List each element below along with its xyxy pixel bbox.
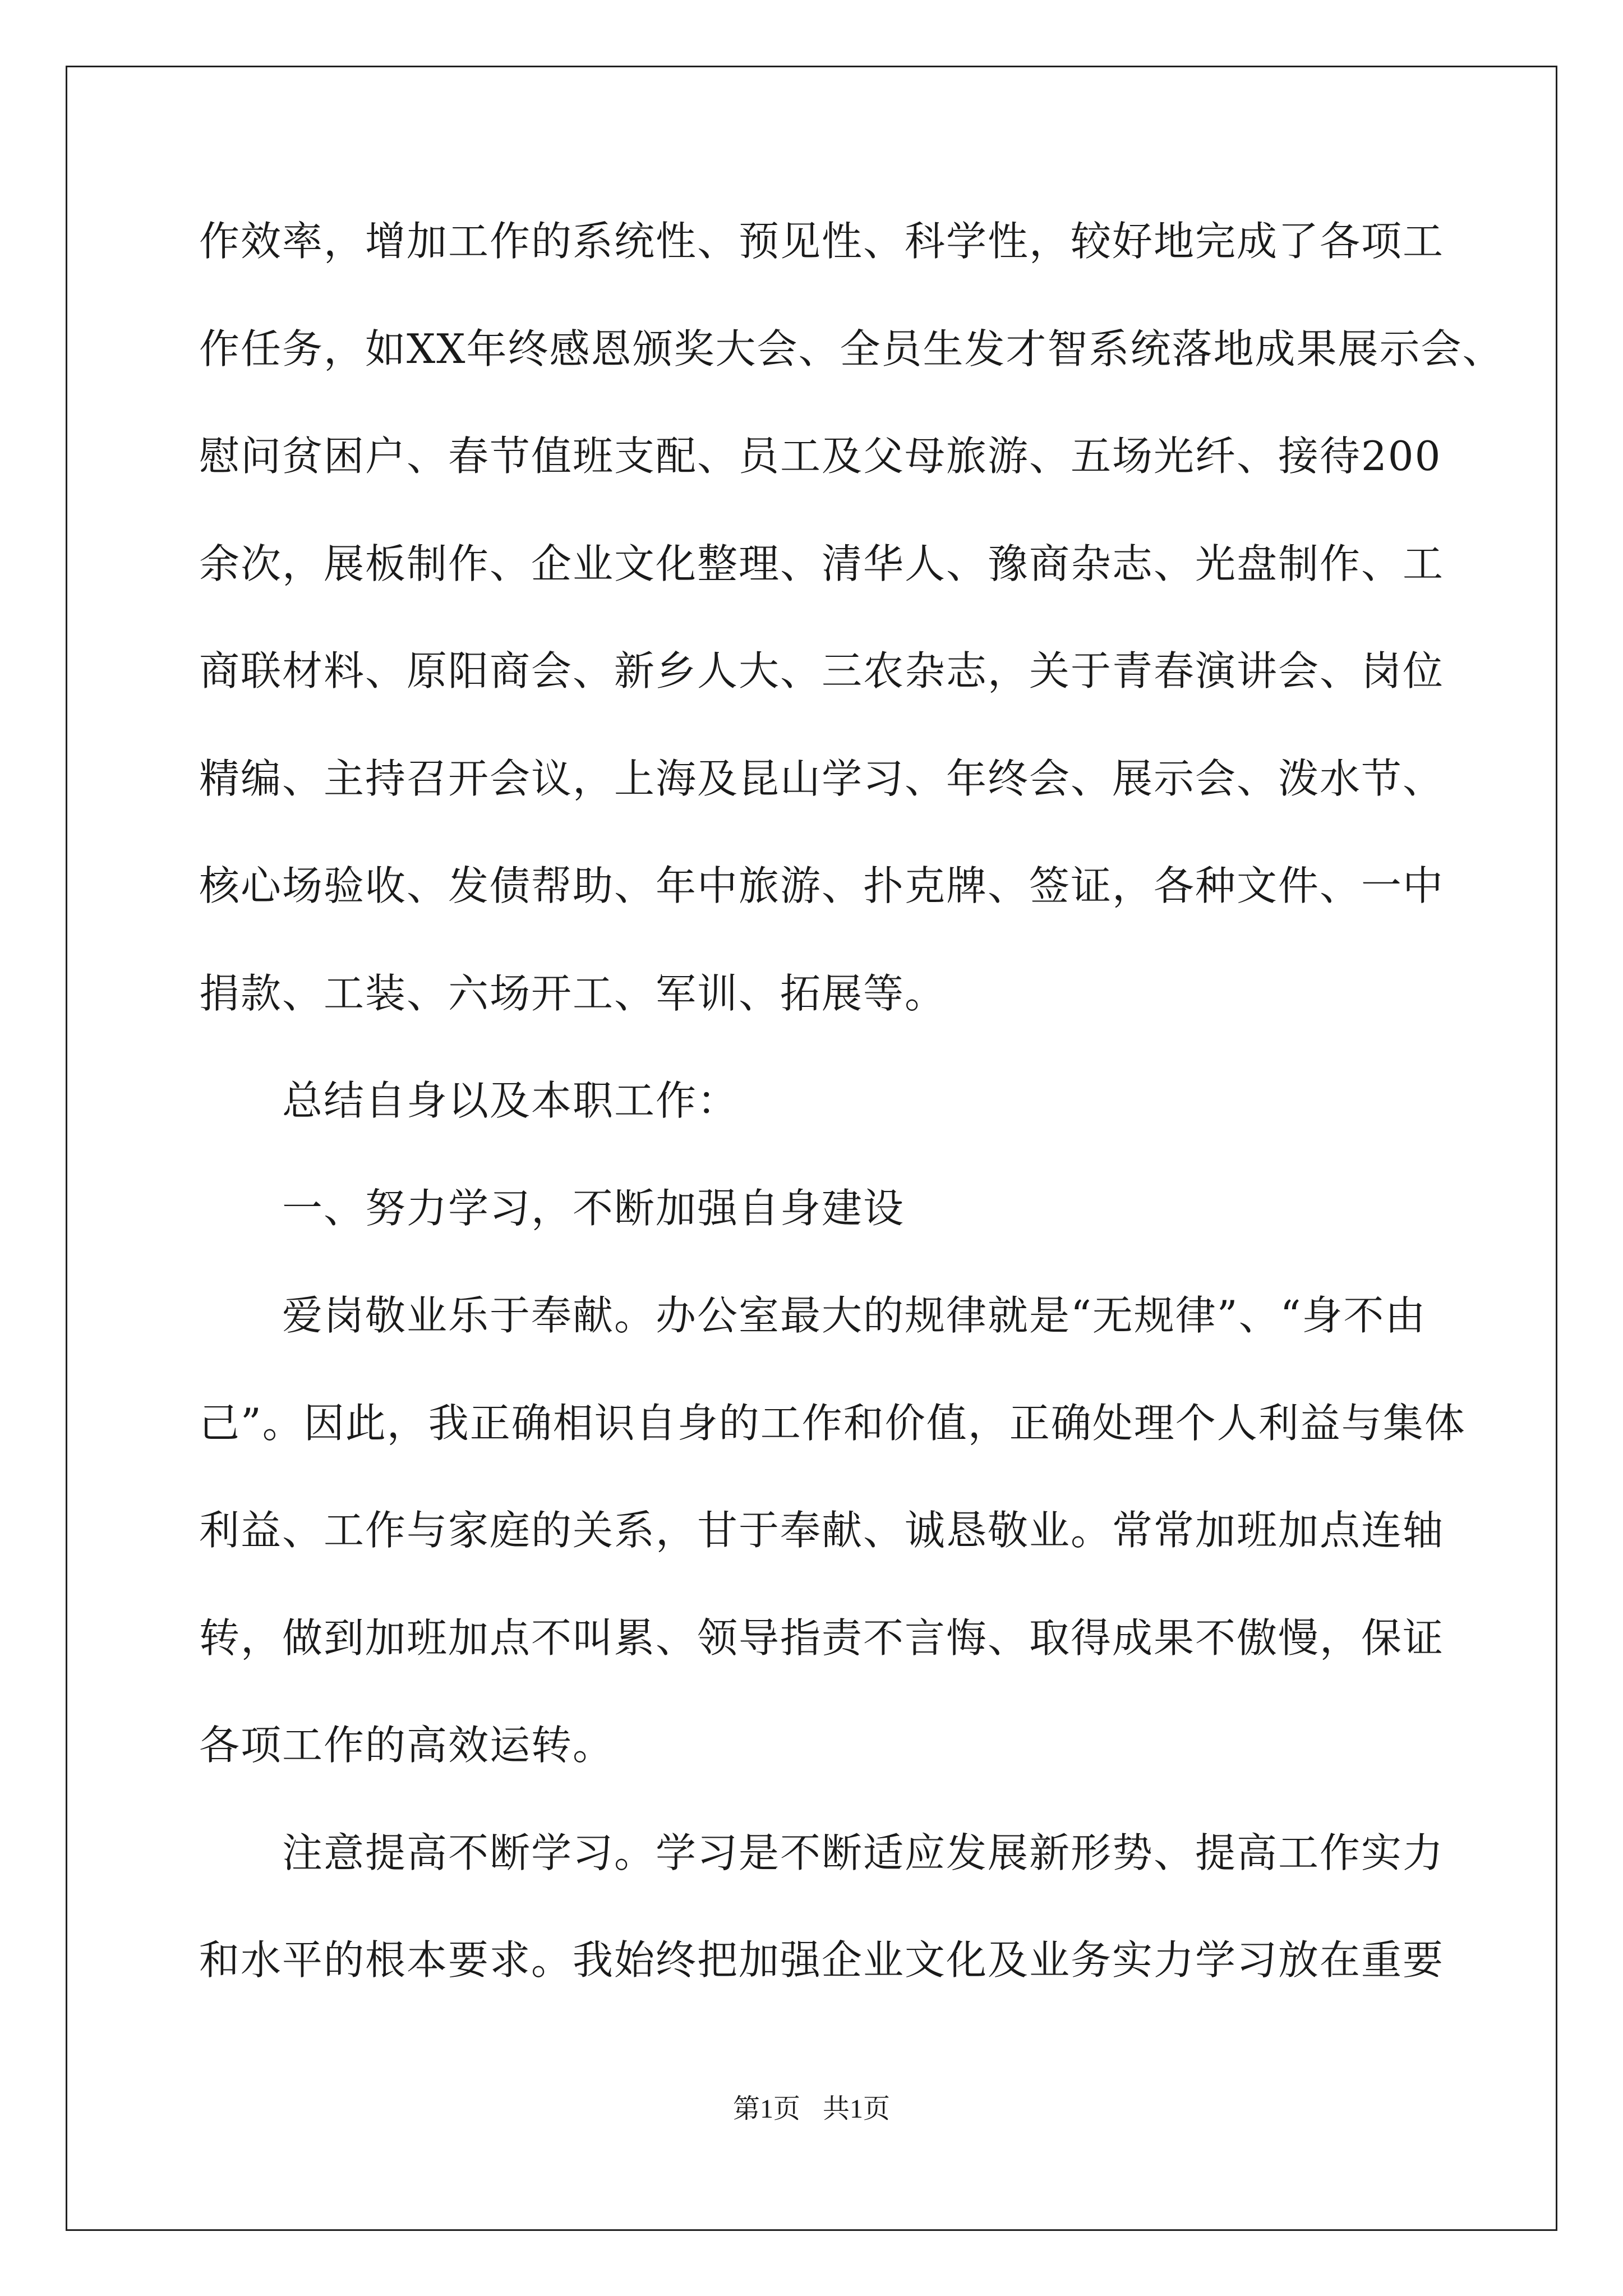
text-line: 慰问贫困户、春节值班支配、员工及父母旅游、五场光纤、接待200 (199, 432, 1442, 480)
text-line: 捐款、工装、六场开工、军训、拓展等。 (199, 969, 947, 1017)
text-line: 注意提高不断学习。学习是不断适应发展新形势、提高工作实力 (282, 1829, 1445, 1876)
document-body (199, 208, 1504, 2034)
text-line: 余次，展板制作、企业文化整理、清华人、豫商杂志、光盘制作、工 (199, 540, 1445, 587)
text-line: 和水平的根本要求。我始终把加强企业文化及业务实力学习放在重要 (199, 1936, 1445, 1984)
text-line: 作效率，增加工作的系统性、预见性、科学性，较好地完成了各项工 (199, 218, 1445, 265)
page-number: 第1页 (732, 2094, 800, 2124)
text-line: 各项工作的高效运转。 (199, 1722, 615, 1769)
text-line: 精编、主持召开会议，上海及昆山学习、年终会、展示会、泼水节、 (199, 754, 1445, 802)
text-line: 商联材料、原阳商会、新乡人大、三农杂志，关于青春演讲会、岗位 (199, 647, 1445, 694)
page-total: 共1页 (823, 2094, 891, 2124)
section-heading: 一、努力学习，不断加强自身建设 (282, 1184, 905, 1232)
section-intro: 总结自身以及本职工作： (282, 1077, 739, 1124)
text-line: 爱岗敬业乐于奉献。办公室最大的规律就是“无规律”、“身不由 (282, 1292, 1427, 1339)
text-line: 己”。因此，我正确相识自身的工作和价值，正确处理个人利益与集体 (199, 1399, 1466, 1447)
text-line: 利益、工作与家庭的关系，甘于奉献、诚恳敬业。常常加班加点连轴 (199, 1507, 1445, 1554)
page-footer (0, 2092, 1623, 2126)
text-line: 转，做到加班加点不叫累、领导指责不言悔、取得成果不傲慢，保证 (199, 1614, 1445, 1662)
text-line: 作任务，如XX年终感恩颁奖大会、全员生发才智系统落地成果展示会、 (199, 325, 1504, 372)
text-line: 核心场验收、发债帮助、年中旅游、扑克牌、签证，各种文件、一中 (199, 862, 1445, 909)
